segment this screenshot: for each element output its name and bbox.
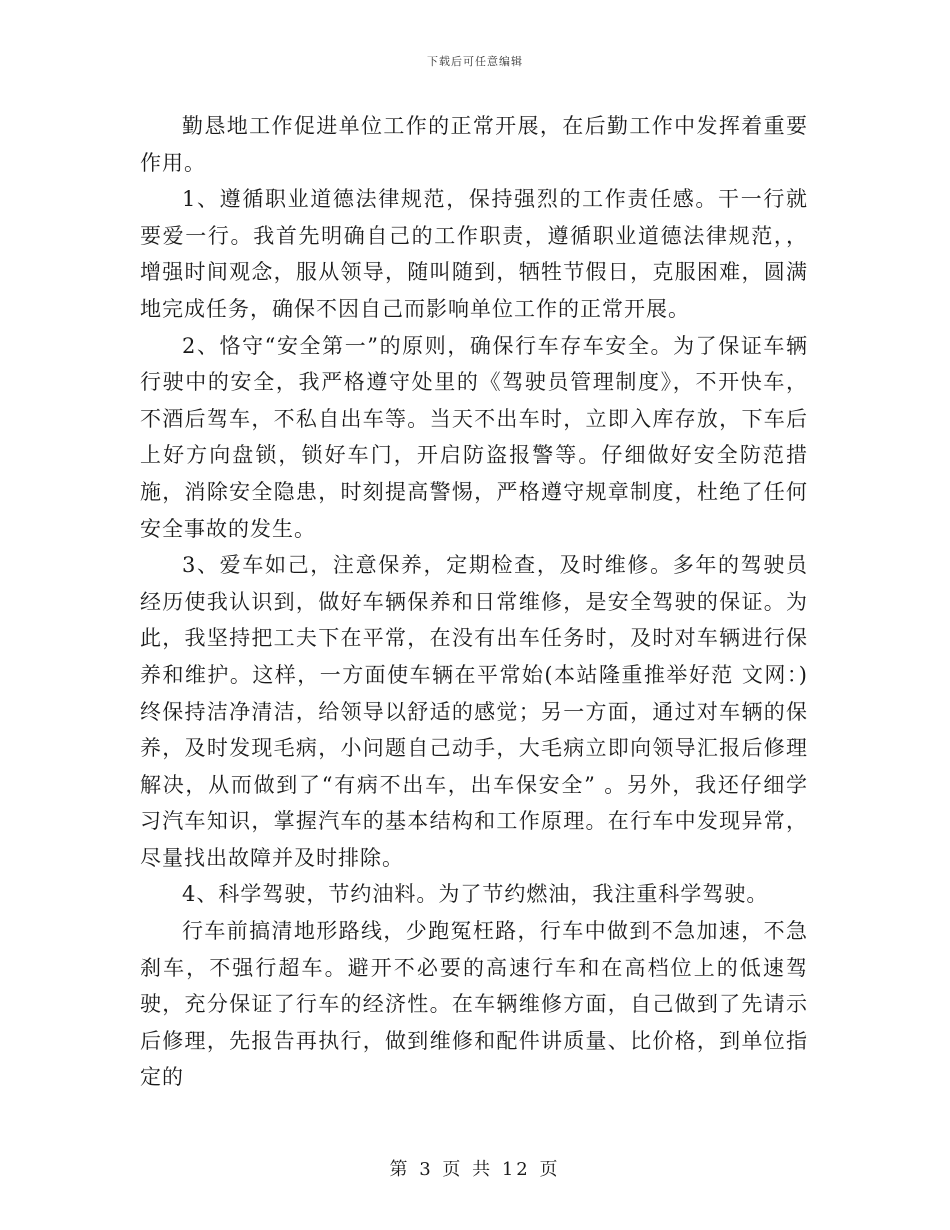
paragraph-item-3: 3、爱车如己，注意保养，定期检查，及时维修。多年的驾驶员经历使我认识到，做好车辆保养和日常维修，是安全驾驶的保证。为此，我坚持把工夫下在平常，在没有出车任务时，及时对车辆进行保养和维护。这样，一方面使车辆在平常始(本站隆重推举好范 文网：)终保持洁净清洁，给领导以舒适的感觉；另一方面，通过对车辆的保养，及时发现毛病，小问题自己动手，大毛病立即向领导汇报后修理解决，从而做到了“有病不出车，出车保安全” 。另外，我还仔细学习汽车知识，掌握汽车的基本结构和工作原理。在行车中发现异常，尽量找出故障并及时排除。 [140, 553, 808, 870]
paragraph-item-4-detail: 行车前搞清地形路线，少跑冤枉路，行车中做到不急加速，不急刹车，不强行超车。避开不必要的高速行车和在高档位上的低速驾驶，充分保证了行车的经济性。在车辆维修方面，自己做到了先请示后修理，先报告再执行，做到维修和配件讲质量、比价格，到单位指定的 [140, 919, 808, 1090]
paragraph-item-2: 2、恪守“安全第一”的原则，确保行车存车安全。为了保证车辆行驶中的安全，我严格遵守处里的《驾驶员管理制度》，不开快车，不酒后驾车，不私自出车等。当天不出车时，立即入库存放，下车后上好方向盘锁，锁好车门，开启防盗报警等。仔细做好安全防范措施，消除安全隐患，时刻提高警惕，严格遵守规章制度，杜绝了任何安全事故的发生。 [140, 333, 808, 541]
paragraph-intro: 勤恳地工作促进单位工作的正常开展，在后勤工作中发挥着重要作用。 [140, 114, 808, 175]
page-number-footer: 第 3 页 共 12 页 [389, 1159, 561, 1180]
document-body [140, 108, 808, 1096]
paragraph-item-1: 1、遵循职业道德法律规范，保持强烈的工作责任感。干一行就要爱一行。我首先明确自己的工作职责，遵循职业道德法律规范，，增强时间观念，服从领导，随叫随到，牺牲节假日，克服困难，圆满地完成任务，确保不因自己而影响单位工作的正常开展。 [140, 187, 808, 321]
paragraph-item-4: 4、科学驾驶，节约油料。为了节约燃油，我注重科学驾驶。 [182, 882, 769, 907]
page-header-note: 下载后可任意编辑 [427, 55, 523, 68]
